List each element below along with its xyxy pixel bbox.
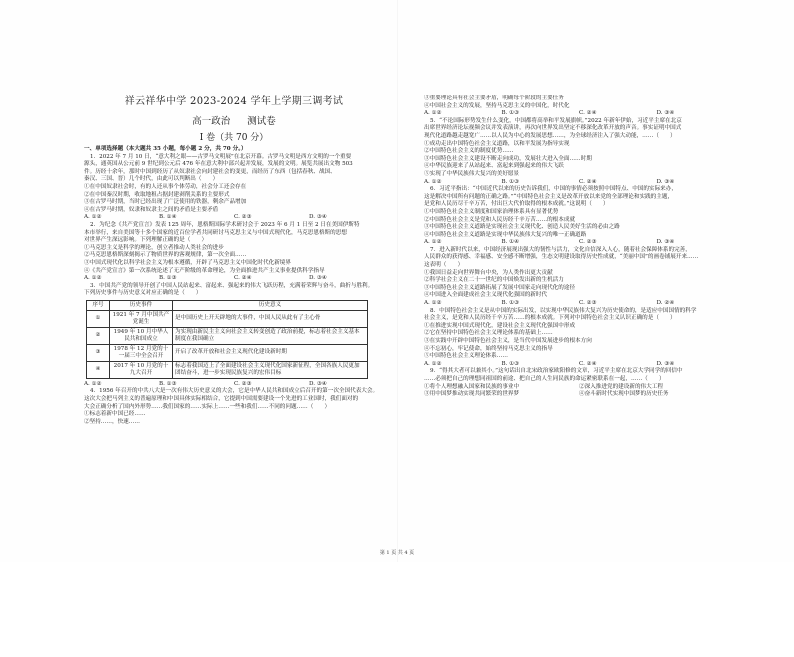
question-item: ③在古罗马时期，当时已经出现了广泛使用的铁器，剩余产品增加 xyxy=(84,199,247,206)
page-footer: 第 1 页 共 4 页 xyxy=(379,550,415,556)
table-cell: 1921 年 7 月中国共产党诞生 xyxy=(110,310,173,327)
option-b: B. ①③ xyxy=(501,360,520,367)
question-item: ④中国社会主义的发展，坚持马克思主义的中国化，时代化 xyxy=(424,102,570,109)
question-7 xyxy=(424,247,734,308)
table-header-row xyxy=(87,300,368,310)
question-item: ③中国特色社会主义建设不断走向成功，发展壮大进入全面……时期 xyxy=(424,155,592,162)
page-fold xyxy=(397,0,398,562)
table-row xyxy=(87,310,368,327)
option-d: D. ③④ xyxy=(656,239,675,246)
question-item: ②马克思恩格斯深刻揭示了物质世界的客观规律，第一次全面…… xyxy=(84,252,247,259)
option-a: A. ①② xyxy=(84,380,102,387)
question-item: ②坚持……，快速…… xyxy=(84,418,140,425)
answer-options xyxy=(424,239,734,247)
question-stem-line: ……必须把自己的理想同祖国的前途、把自己的人生同民族的命运紧密联系在一起，……（ ） xyxy=(424,375,665,382)
question-stem-line: 现代化道路越走越宽广……以人民为中心的发展思想……，为全球经济注入了强大动能，……（ ） xyxy=(424,132,676,139)
question-6 xyxy=(424,186,734,247)
table-header-cell: 历史意义 xyxy=(173,300,368,310)
option-d: D. ③④ xyxy=(656,110,675,117)
question-stem-line: 这表明（ ） xyxy=(424,262,464,269)
answer-options xyxy=(84,214,384,222)
option-b: B. ①③ xyxy=(501,300,520,307)
question-item: ②中国特色社会主义的制度优势…… xyxy=(424,148,514,155)
option-a: A. ①② xyxy=(424,110,442,117)
table-cell: ③ xyxy=(87,344,110,361)
option-c: C. ②③ xyxy=(234,380,252,387)
school-title: 祥云祥华中学 2023-2024 学年上学期三调考试 xyxy=(124,96,344,107)
table-header-cell: 序号 xyxy=(87,300,110,310)
question-stem-line: 秦汉、三国、晋）几个时代，由此可以判断出（ ） xyxy=(84,176,219,183)
table-cell: 2017 年 10 月党的十九大召开 xyxy=(110,361,173,378)
question-item: ①我国日益走向世界舞台中央，为人类作出更大贡献 xyxy=(424,269,553,276)
table-cell: 1949 年 10 月中华人民共和国成立 xyxy=(110,327,173,344)
option-a: A. ①② xyxy=(424,360,442,367)
question-item: ⑤实现了中华民族伟大复兴的美好愿景 xyxy=(424,170,520,177)
question-9 xyxy=(424,368,734,398)
question-stem-line: 下列历史事件与历史意义对应正确的是（ ） xyxy=(84,290,202,297)
table-cell: 是中国历史上开天辟地的大事件，中国人民从此有了主心骨 xyxy=(173,310,368,327)
question-4-continued xyxy=(424,95,734,118)
table-cell: ② xyxy=(87,327,110,344)
question-stem-line: 对世界产生深远影响。下列理解正确的是（ ） xyxy=(84,237,208,244)
answer-options xyxy=(84,275,384,283)
question-item: ④在古罗马时期，奴隶和奴隶主之间的矛盾是主要矛盾 xyxy=(84,206,219,213)
answer-options xyxy=(424,179,734,187)
question-stem-line: 4．1956 年召开的中共八大是一次有伟大历史意义的大会，它是中华人民共和国成立后召开的第一次全国代表大会。 xyxy=(90,388,379,395)
question-item: ①成功走出中国特色社会主义道路，以和平发展为指导实现 xyxy=(424,140,570,147)
option-b: B. ①③ xyxy=(501,178,520,185)
option-b: B. ①③ xyxy=(159,380,177,387)
section-title: 一、单项选择题（本大题共 35 小题，每小题 2 分，共 70 分。） xyxy=(84,146,247,152)
question-stem-line: 源头，通英国从公元前 9 世纪到公元后 476 年在意大利中部兴起并发展，发展的文明。展览共展出文物 503 xyxy=(84,161,353,168)
question-stem-line: 这次大会把马列主义的普遍原理和中国具体实际相结合，它提到中国需要建设一个先进的工业国时，我们面对的 xyxy=(84,396,359,403)
option-a: A. ①② xyxy=(424,300,442,307)
question-item-row xyxy=(424,391,734,399)
option-a: A. ①② xyxy=(424,178,442,185)
question-item: ④中国特色社会主义道路是实现中华民族伟大复兴的唯一正确道路 xyxy=(424,231,587,238)
question-item: ⑤中国特色社会主义理论体系…… xyxy=(424,353,508,360)
option-c: C. ②④ xyxy=(579,178,597,185)
question-item: ②它在坚持中国特色社会主义理论体系的基础上…… xyxy=(424,330,553,337)
question-5 xyxy=(424,118,734,186)
exam-header xyxy=(84,95,384,144)
right-column xyxy=(424,95,734,657)
option-c: C. ②④ xyxy=(579,110,597,117)
option-a: A. ①② xyxy=(424,239,442,246)
question-stem-line: 5．“不论国际形势发生什么变化，中国都将高举和平发展旗帜。”2022 年新年伊始，习近平主席在北京 xyxy=(430,117,682,124)
question-stem-line: 社会主义，是党和人民历经千辛万苦……的根本成就。下列对中国特色社会主义认识正确的是（ ） xyxy=(424,315,676,322)
option-b: B. ①④ xyxy=(159,214,177,221)
question-item: ②科学社会主义在二十一世纪的中国焕发出新的生机活力 xyxy=(424,277,564,284)
table-row xyxy=(87,344,368,361)
question-item: ③中国特色社会主义道路拓展了发展中国家走向现代化的途径 xyxy=(424,284,576,291)
option-d: D. ③④ xyxy=(656,178,675,185)
question-item: ②深入推进党的建设新的伟大工程 xyxy=(579,383,663,390)
question-item: ③中国特色社会主义道路是实现社会主义现代化、创造人民美好生活的必由之路 xyxy=(424,224,620,231)
question-stem-line: 出席世界经济论坛视频会议并发表演讲，再次向世界发出坚定不移深化改革开放的声音。事实证明中国式 xyxy=(424,125,682,132)
question-4 xyxy=(84,388,384,426)
volume-title: I 卷（共 70 分） xyxy=(199,133,269,143)
question-stem-line: 8．中国特色社会主义是从中国的实际出发，以实现中华民族伟大复兴为历史使命的，是适应中国国情的科学 xyxy=(430,307,697,314)
table-cell: ④ xyxy=(87,361,110,378)
question-3 xyxy=(84,283,384,389)
option-b: B. ①③ xyxy=(159,275,177,282)
question-stem-line: 本市举行，来自美国等十多个国家的近百位学者共同研讨马克思主义与中国式现代化，马克思恩格斯的思想 xyxy=(84,229,347,236)
question-item: ③中国式现代化以科学社会主义为根本遵循，开辟了马克思主义中国化时代化新境界 xyxy=(84,259,291,266)
option-c: C. ②③ xyxy=(234,214,252,221)
question-item: ③用中国梦推动实现共同繁荣的世界梦 xyxy=(424,391,520,398)
question-stem-line: 3．中国共产党的领导开创了中国人民站起来、富起来、强起来的伟大飞跃历程，充满着荣辉与奋斗，曲折与胜利。 xyxy=(90,282,374,289)
question-stem-line: 7．进入新时代以来，中国经济展现出强大的韧性与活力，文化自信深入人心，随着社会保障体系的完善， xyxy=(430,246,691,253)
table-cell: ① xyxy=(87,310,110,327)
subject-title: 高一政治 测试卷 xyxy=(192,116,276,127)
question-item: ④奋斗新时代实现中国梦的历史任务 xyxy=(579,391,669,398)
question-item: ①马克思主义是科学的理论，创立者推动人类社会的进步 xyxy=(84,244,224,251)
table-cell: 标志着我国迈上了全面建设社会主义现代化国家新征程，全国各族人民更加团结奋斗，进一步实现民族复兴的宏伟目标 xyxy=(173,361,368,378)
question-item: ①将个人理想融入国家和民族的事业中 xyxy=(424,383,520,390)
table-row xyxy=(87,361,368,378)
option-b: B. ①④ xyxy=(501,239,520,246)
question-item: ①中国特色社会主义制度和国家治理体系具有显著优势 xyxy=(424,208,559,215)
question-item: ①标志着新中国已经…… xyxy=(84,411,146,418)
option-c: C. ②④ xyxy=(234,275,252,282)
answer-options xyxy=(424,110,734,118)
question-item: ④中国进入全面建成社会主义现代化强国的新时代 xyxy=(424,292,548,299)
option-c: C. ②④ xyxy=(579,360,597,367)
question-stem-line: 9．“得其大者可以兼其小。”这句话出自北宋政治家欧阳修的文章，习近平主席在北京大学同学的回信中 xyxy=(430,368,683,375)
question-2 xyxy=(84,222,384,283)
question-item: ④中华民族迎来了从站起来、富起来到强起来的伟大飞跃 xyxy=(424,163,564,170)
question-item: ④不忘初心，牢记使命，始终坚持马克思主义的指导 xyxy=(424,345,553,352)
table-cell: 为实现由新民主主义向社会主义转变创造了政治前提，标志着社会主义基本制度在我国确立 xyxy=(173,327,368,344)
table-row xyxy=(87,327,368,344)
question-item: ①在中国奴隶社会时，有的人还从事个体劳动，社会分工还会存在 xyxy=(84,183,247,190)
option-a: A. ①② xyxy=(84,214,102,221)
option-d: D. ③④ xyxy=(656,360,675,367)
question-stem-line: 这是解决中国所有问题的正确之路。”“中国特色社会主义是改革开放以来党的全部理论和实践的主题， xyxy=(424,193,674,200)
question-stem-line: 1．2022 年 7 月 10 日，“意大利之眼——古罗马文明展”在北京开幕。古罗马文明是西方文明的一个重要 xyxy=(90,153,352,160)
history-table xyxy=(86,300,368,379)
option-a: A. ①② xyxy=(84,275,102,282)
question-stem-line: 人民群众的获得感、幸福感、安全感不断增强，生态文明建设取得历史性成就，“美丽中国”的画卷铺展开来…… xyxy=(424,254,699,261)
left-column xyxy=(84,0,384,562)
table-cell: 开启了改革开放和社会主义现代化建设新时期 xyxy=(173,344,368,361)
option-d: D. ②④ xyxy=(656,300,675,307)
answer-options xyxy=(424,300,734,308)
question-item: ②中国特色社会主义是党和人民历经千辛万苦……的根本成就 xyxy=(424,216,576,223)
option-d: D. ③④ xyxy=(309,214,327,221)
question-item: ①在推进实现中国式现代化，建设社会主义现代化强国中形成 xyxy=(424,322,576,329)
question-stem-line: 大会正确分析了国内外形势……我们国家的……实际上……一些和我们……不同的问题……（ ） xyxy=(84,403,331,410)
question-stem-line: 6．习近平指出：“中国近代以来的历史告诉我们，中国的事情必须按照中国特点、中国的实际来办， xyxy=(430,186,677,193)
table-cell: 1978 年 12 月党的十一届三中全会召开 xyxy=(110,344,173,361)
question-stem-line: 件。历经十余年，那时中国到经历了从奴隶社会向封建社会的变更，而经历了东西（包括春秋、战国、 xyxy=(84,168,336,175)
option-b: B. ①③ xyxy=(501,110,520,117)
option-c: C. ②③ xyxy=(579,300,597,307)
question-item: ②在中国秦汉时期，收取地租占据封建剥削关系的主要形式 xyxy=(84,191,230,198)
option-d: D. ③④ xyxy=(309,275,327,282)
question-stem-line: 是党和人民历尽千辛万苦，付出巨大代价取得的根本成就。”这说明（ ） xyxy=(424,201,609,208)
question-8 xyxy=(424,308,734,369)
question-stem-line: 2．为纪念《共产党宣言》发表 125 周年，恩格斯国际学术研讨会于 2023 年 6 月 1 日至 2 日在美国伊斯特 xyxy=(90,221,360,228)
question-item: ④《共产党宣言》第一次系统论述了无产阶级的革命理论，为全面推进共产主义事业提供科学指导 xyxy=(84,267,325,274)
question-item: ③重要理论具有社会主要矛盾，明确每个阶段的主要任务 xyxy=(424,95,564,101)
option-c: C. ②③ xyxy=(579,239,597,246)
question-item: ③在实践中开辟中国特色社会主义，是当代中国发展进步的根本方向 xyxy=(424,338,592,344)
question-1 xyxy=(84,154,384,222)
option-d: D. ③④ xyxy=(309,380,327,387)
table-header-cell: 历史事件 xyxy=(110,300,173,310)
